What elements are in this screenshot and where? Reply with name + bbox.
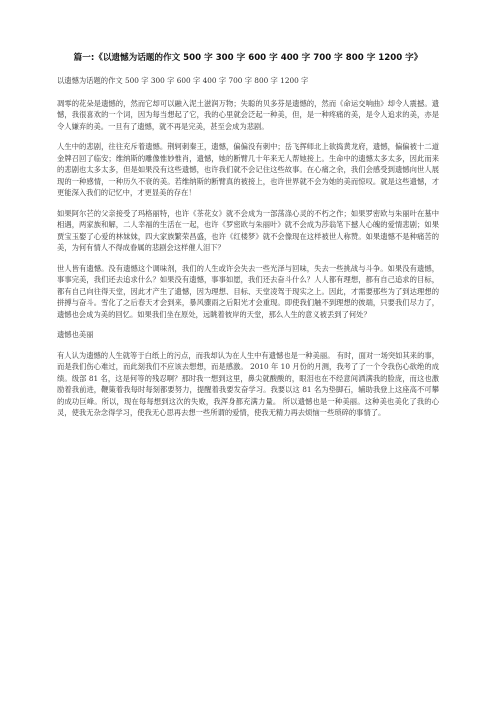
document-subtitle: 以遗憾为话题的作文 500 字 300 字 600 字 400 字 700 字 800 字 1200 字: [57, 76, 309, 85]
paragraph: 凋零的花朵是遗憾的，然而它却可以融入泥土滋润万物；失聪的贝多芬是遗憾的，然而《命运交响曲》却令人震撼。遗憾，我很喜欢的一个词，因为每当想起了它，我的心里就会泛起一种美，但，是一种疼痛的美，是令人追求的美，亦是令人嫌弃的美。一旦有了遗憾，就不再是完美，甚至会成为悲剧。: [57, 98, 439, 131]
section-heading: 遗憾也美丽: [57, 330, 94, 339]
document-title: 篇一:《以遗憾为话题的作文 500 字 300 字 600 字 400 字 700 字 800 字 1200 字》: [73, 53, 423, 63]
paragraph: 如果阿尔芒的父亲接受了玛格丽特，也许《茶花女》就不会成为一部荡涤心灵的不朽之作；如果罗密欧与朱丽叶在墓中相遇，两家族和解，二人幸福的生活在一起，也许《罗密欧与朱丽叶》就不会成为莎翁笔下撼人心魄的爱情悲剧；如果贾宝玉娶了心爱的林妹妹，四大家族繁荣昌盛，也许《红楼梦》就不会像现在这样被世人称赞。如果遗憾不是种痛苦的美，为何有情人不得成眷属的悲剧会这样催人泪下？: [57, 208, 439, 252]
paragraph: 人生中的悲剧，往往充斥着遗憾。荆轲刺秦王，遗憾，偏偏没有刺中；岳飞挥师北上欲捣黄龙府，遗憾，偏偏被十二道金牌召回了临安；维纳斯的雕像惟妙惟肖，遗憾，她的断臂几十年来无人帮她接上。生命中的遗憾太多太多，因此而来的悲剧也太多太多，但是如果没有这些遗憾，也许我们就不会记住这些故事。在心痛之余，我们会感受到遗憾向世人展现的一种感情，一种历久不衰的美。若维纳斯的断臂真的被接上，也许世界就不会为她的美而惊叹。就是这些遗憾，才更能深入我们的记忆中，才更显美的存在！: [57, 142, 439, 197]
paragraph: 有人认为遗憾的人生就等于白纸上的污点，而我却认为在人生中有遗憾也是一种美丽。 有时，面对一场突如其来的事，而是我们伤心难过，而此刻我们不应该去想想，而是感激。 2010 年 10 月份的月测，我考了了一个令我伤心欲绝的成绩。级部 81 名，这是何等的残忍啊？那时我一想到这里，鼻尖就酸酸的，眼泪也在不经意间洒满我的脸庞，而这也激励着我前进，鞭策着我每时每刻都要努力，提醒着我要发奋学习。我要以这 81 名为垫脚石，辅助我登上这座高不可攀的成功巨峰。所以，现在每每想到这次的失败，我浑身都充满力量。 所以遗憾也是一种美丽。这种美也美化了我的心灵，使我无杂念得学习，使我无心思再去想一些所谓的爱情，使我无精力再去烦恼一些琐碎的事情了。: [57, 350, 439, 417]
paragraph: 世人皆有遗憾。没有遗憾这个调味剂，我们的人生或许会失去一些光泽与回味，失去一些挑战与斗争。如果没有遗憾，事事完美，我们还去追求什么？如果没有遗憾，事事如愿，我们还去奋斗什么？人人都有理想，都有自己追求的目标，都有自己向往得天堂，因此才产生了遗憾，因为理想、目标、天堂凌驾于现实之上。因此，才需要那些为了到达理想的拼搏与奋斗。雪化了之后春天才会到来，暴风骤雨之后阳光才会重现。即使我们触不到理想的彼端，只要我们尽力了，遗憾也会成为美的回忆。如果我们坐在原处，远眺着彼岸的天堂，那么人生的意义被丢到了何处？: [57, 263, 439, 319]
